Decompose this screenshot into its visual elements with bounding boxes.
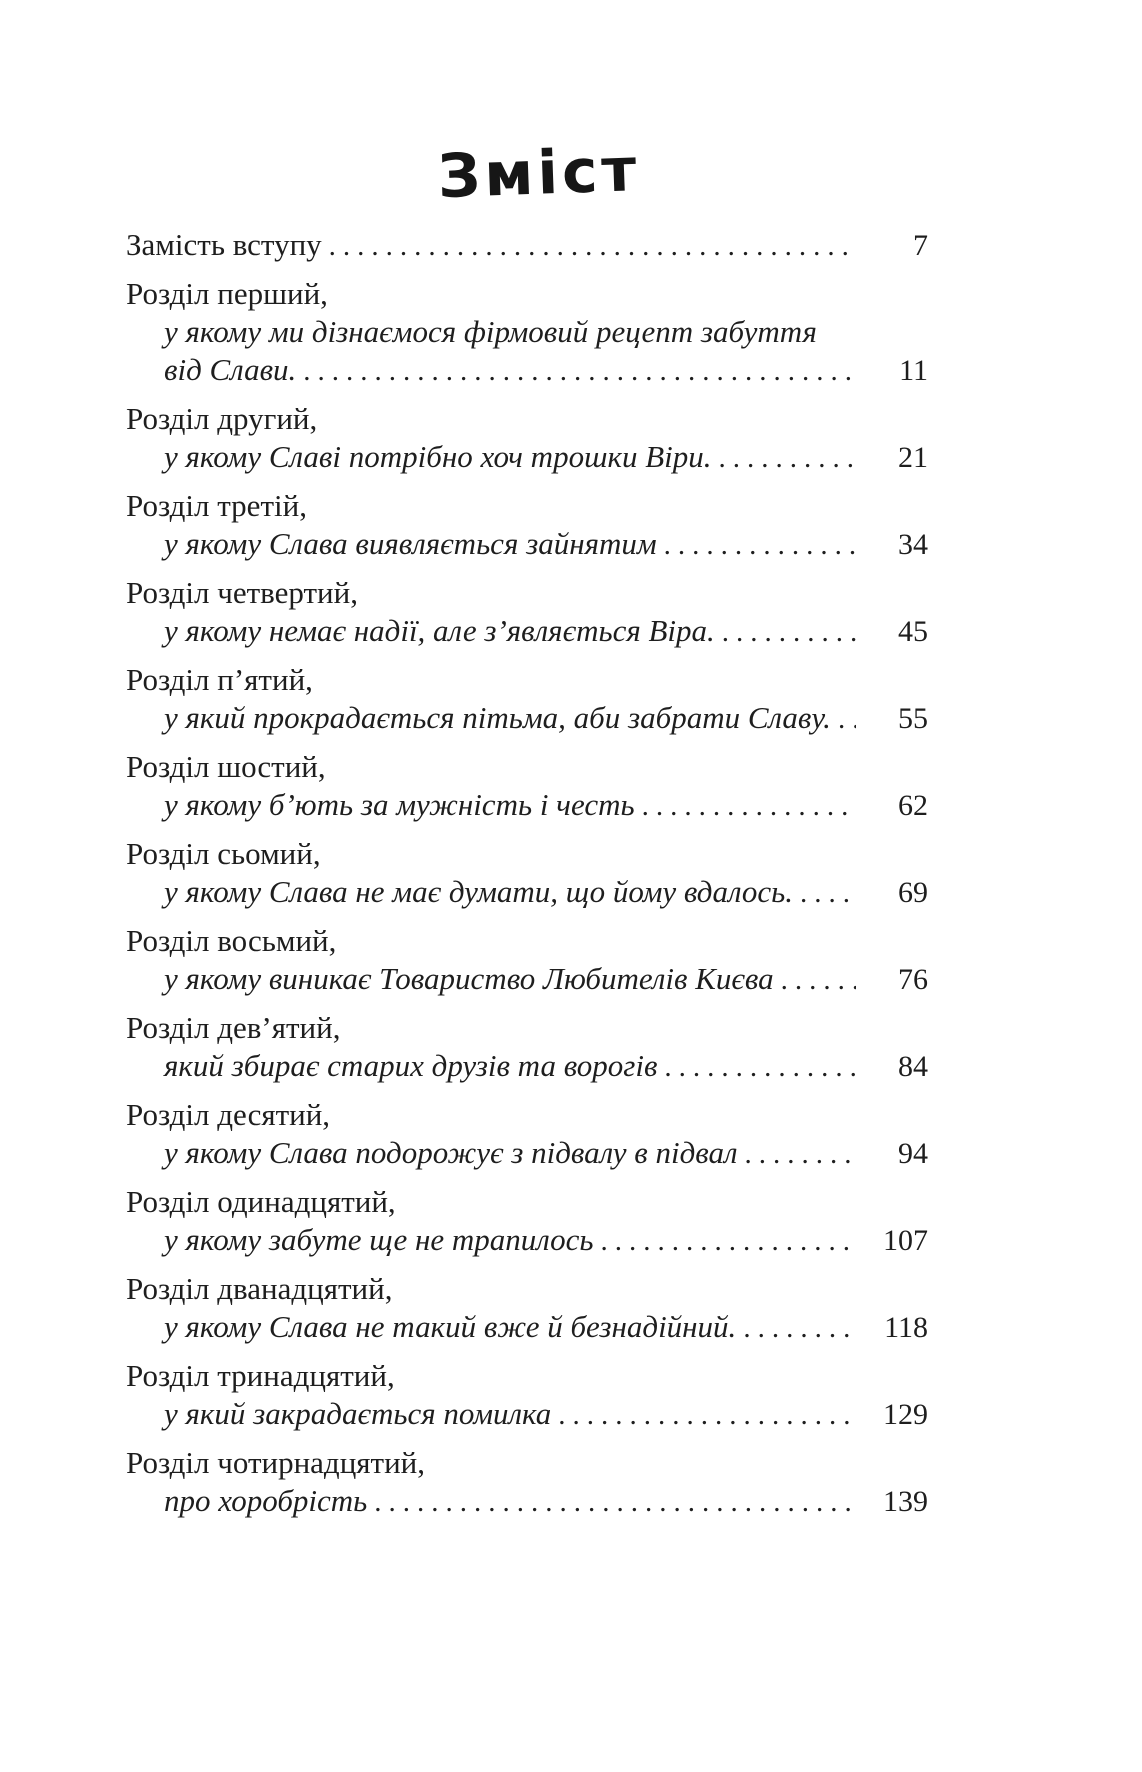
chapter-subtitle: який збирає старих друзів та ворогів [164, 1048, 658, 1083]
chapter-subtitle-line [126, 960, 928, 999]
page-number: 118 [884, 1311, 928, 1344]
chapter-title: Розділ тринадцятий, [126, 1358, 395, 1393]
chapter-title: Розділ восьмий, [126, 923, 337, 958]
chapter-subtitle: у якому Слава подорожує з підвалу в підвал [164, 1135, 738, 1170]
chapter-title: Розділ дев’ятий, [126, 1010, 341, 1045]
table-of-contents-page [126, 135, 928, 1521]
chapter-heading-line [126, 400, 928, 438]
chapter-heading-line [126, 922, 928, 960]
chapter-heading-line [126, 1444, 928, 1482]
dot-leader [642, 786, 856, 825]
dot-leader [303, 351, 856, 390]
toc-entry [126, 1009, 928, 1086]
chapter-subtitle-line [126, 1482, 928, 1521]
chapter-subtitle-line [126, 1047, 928, 1086]
chapter-title: Розділ п’ятий, [126, 662, 313, 697]
chapter-heading-line [126, 748, 928, 786]
chapter-title: Розділ другий, [126, 401, 318, 436]
dot-leader [722, 612, 856, 651]
page-number: 62 [898, 789, 928, 822]
chapter-title: Розділ третій, [126, 488, 307, 523]
dot-leader [743, 1308, 856, 1347]
page-number: 55 [898, 702, 928, 735]
chapter-heading-line [126, 1357, 928, 1395]
toc-entry [126, 1183, 928, 1260]
chapter-subtitle-line [126, 351, 928, 390]
chapter-heading-line [126, 487, 928, 525]
page-number: 21 [898, 441, 928, 474]
chapter-subtitle-line [126, 438, 928, 477]
page-number: 139 [883, 1485, 928, 1518]
dot-leader [781, 960, 856, 999]
toc-entry [126, 1270, 928, 1347]
chapter-subtitle: від Слави. [164, 352, 297, 387]
chapter-subtitle: про хоробрість [164, 1483, 368, 1518]
chapter-subtitle-line [126, 786, 928, 825]
toc-entry [126, 922, 928, 999]
chapter-subtitle: у який закрадається помилка [164, 1396, 552, 1431]
dot-leader [664, 525, 856, 564]
chapter-subtitle: у якому Слава виявляється зайнятим [164, 526, 657, 561]
chapter-title: Розділ сьомий, [126, 836, 321, 871]
page-number: 94 [898, 1137, 928, 1170]
page-number: 45 [898, 615, 928, 648]
chapter-subtitle: у якому немає надії, але з’являється Віра. [164, 613, 715, 648]
page-number: 7 [913, 229, 928, 262]
page-number: 11 [899, 354, 928, 387]
dot-leader [664, 1047, 856, 1086]
dot-leader [800, 873, 856, 912]
chapter-heading-line [126, 275, 928, 313]
toc-entry [126, 835, 928, 912]
chapter-title: Розділ десятий, [126, 1097, 331, 1132]
dot-leader [558, 1395, 856, 1434]
chapter-subtitle-line [126, 525, 928, 564]
toc-entry [126, 275, 928, 390]
chapter-subtitle-line [126, 699, 928, 738]
dot-leader [838, 699, 856, 738]
chapter-heading-line [126, 1096, 928, 1134]
chapter-heading-line [126, 661, 928, 699]
toc-entry [126, 1096, 928, 1173]
chapter-heading-line [126, 574, 928, 612]
chapter-title: Розділ шостий, [126, 749, 326, 784]
toc-entry [126, 1444, 928, 1521]
chapter-subtitle-line [126, 1308, 928, 1347]
chapter-subtitle: у якому забуте ще не трапилось [164, 1222, 594, 1257]
chapter-title: Розділ одинадцятий, [126, 1184, 396, 1219]
dot-leader [601, 1221, 856, 1260]
toc-entry [126, 487, 928, 564]
chapter-subtitle-line [126, 612, 928, 651]
toc-entry [126, 400, 928, 477]
chapter-subtitle: у якому б’ють за мужність і честь [164, 787, 635, 822]
chapter-heading-line [126, 1009, 928, 1047]
chapter-subtitle: у якому ми дізнаємося фірмовий рецепт забуття [164, 314, 817, 349]
page-title: Зміст [436, 135, 642, 213]
chapter-heading-line [126, 835, 928, 873]
page-number: 69 [898, 876, 928, 909]
toc-entry [126, 574, 928, 651]
chapter-subtitle-line [126, 1395, 928, 1434]
toc-entry-list [126, 226, 928, 1521]
page-number: 107 [883, 1224, 928, 1257]
chapter-heading-line [126, 1183, 928, 1221]
chapter-subtitle-line [126, 1134, 928, 1173]
chapter-heading-line [126, 226, 928, 265]
page-number: 76 [898, 963, 928, 996]
chapter-title: Замість вступу [126, 227, 322, 262]
toc-entry [126, 1357, 928, 1434]
chapter-subtitle-line [126, 313, 928, 351]
page-number: 129 [883, 1398, 928, 1431]
toc-entry [126, 226, 928, 265]
chapter-title: Розділ дванадцятий, [126, 1271, 393, 1306]
chapter-title: Розділ чотирнадцятий, [126, 1445, 426, 1480]
dot-leader [374, 1482, 856, 1521]
chapter-title: Розділ четвертий, [126, 575, 358, 610]
dot-leader [719, 438, 856, 477]
toc-entry [126, 748, 928, 825]
chapter-subtitle-line [126, 873, 928, 912]
chapter-subtitle: у якому Слава не такий вже й безнадійний. [164, 1309, 737, 1344]
chapter-subtitle: у якому виникає Товариство Любителів Києва [164, 961, 774, 996]
toc-entry [126, 661, 928, 738]
dot-leader [745, 1134, 856, 1173]
chapter-subtitle: у якому Славі потрібно хоч трошки Віри. [164, 439, 712, 474]
page-number: 84 [898, 1050, 928, 1083]
chapter-subtitle: у якому Слава не має думати, що йому вдалось. [164, 874, 793, 909]
chapter-heading-line [126, 1270, 928, 1308]
chapter-subtitle-line [126, 1221, 928, 1260]
page-number: 34 [898, 528, 928, 561]
dot-leader [329, 226, 856, 265]
chapter-subtitle: у який прокрадається пітьма, аби забрати Славу. [164, 700, 831, 735]
chapter-title: Розділ перший, [126, 276, 328, 311]
